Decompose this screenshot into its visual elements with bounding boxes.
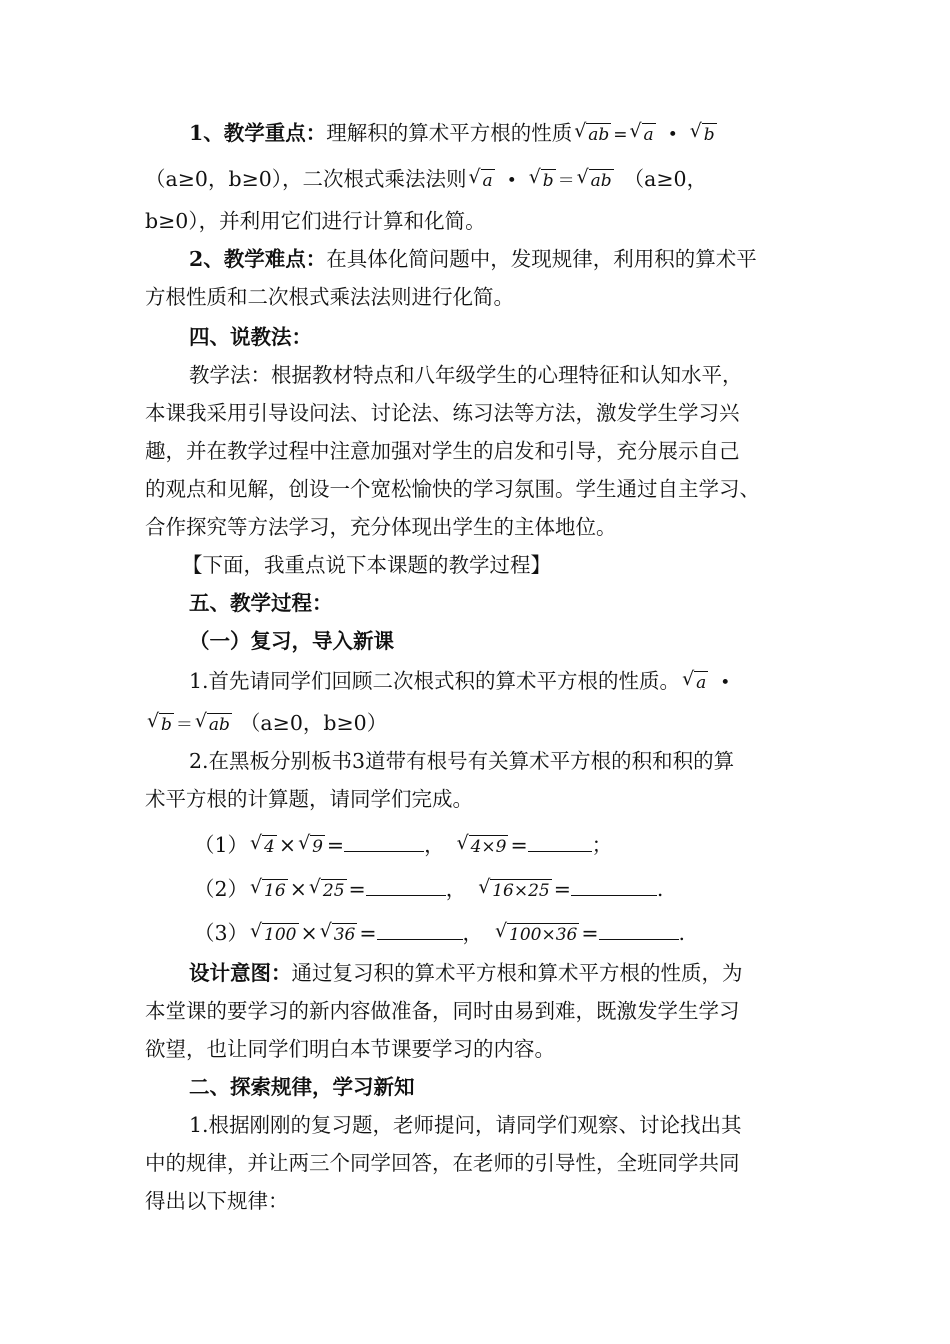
difficulty-line-2: 方根性质和二次根式乘法法则进行化简。 bbox=[145, 285, 514, 309]
review-line-4: 术平方根的计算题，请同学们完成。 bbox=[145, 787, 473, 811]
method-line-2: 本课我采用引导设问法、讨论法、练习法等方法，激发学生学习兴 bbox=[145, 401, 740, 425]
key-point-label: 1、教学重点： bbox=[189, 121, 327, 145]
method-line-1: 教学法：根据教材特点和八年级学生的心理特征和认知水平， bbox=[189, 363, 743, 387]
review-text: 1.首先请同学们回顾二次根式积的算术平方根的性质。 bbox=[189, 669, 681, 693]
difficulty-line-1 bbox=[189, 244, 810, 274]
formula-review-a: √ a • bbox=[680, 673, 740, 693]
answer-blank[interactable] bbox=[599, 921, 679, 940]
key-point-text: 理解积的算术平方根的性质 bbox=[326, 121, 573, 145]
answer-blank[interactable] bbox=[377, 921, 463, 940]
formula-product-property: √ ab =√ a •√ b bbox=[572, 125, 718, 145]
subsection-review: （一）复习，导入新课 bbox=[189, 629, 394, 653]
exercise-number: （3） bbox=[194, 921, 249, 945]
review-condition: （a≥0，b≥0） bbox=[239, 711, 388, 735]
review-line-1 bbox=[189, 666, 810, 696]
condition-text-2: （a≥0， bbox=[623, 167, 708, 191]
design-line-2: 本堂课的要学习的新内容做准备，同时由易到难，既激发学生学习 bbox=[145, 999, 740, 1023]
design-line-3: 欲望，也让同学们明白本节课要学习的内容。 bbox=[145, 1037, 555, 1061]
section-heading-process: 五、教学过程： bbox=[189, 591, 333, 615]
answer-blank[interactable] bbox=[528, 833, 592, 852]
explore-line-2: 中的规律，并让两三个同学回答，在老师的引导性，全班同学共同 bbox=[145, 1151, 740, 1175]
review-line-2 bbox=[145, 708, 810, 738]
answer-blank[interactable] bbox=[344, 833, 424, 852]
difficulty-text: 在具体化简问题中，发现规律，利用积的算术平 bbox=[326, 247, 757, 271]
formula-review-b: √ b ＝√ ab bbox=[145, 715, 234, 735]
section-heading-method: 四、说教法： bbox=[189, 325, 312, 349]
answer-blank[interactable] bbox=[571, 877, 657, 896]
method-line-5: 合作探究等方法学习，充分体现出学生的主体地位。 bbox=[145, 515, 617, 539]
process-intro: 【下面，我重点说下本课题的教学过程】 bbox=[182, 553, 551, 577]
condition-text: （a≥0，b≥0），二次根式乘法法则 bbox=[145, 167, 467, 191]
exercise-3: （3）√ 100 ×√ 36 = ，√ 100×36 = . bbox=[194, 918, 859, 948]
key-point-line-2 bbox=[145, 164, 810, 194]
explore-line-1: 1.根据刚刚的复习题，老师提问，请同学们观察、讨论找出其 bbox=[189, 1113, 742, 1137]
key-point-line-1 bbox=[189, 118, 810, 148]
exercise-2: （2）√ 16 ×√ 25 = ，√ 16×25 = . bbox=[194, 874, 859, 904]
method-line-3: 趣，并在教学过程中注意加强对学生的启发和引导，充分展示自己 bbox=[145, 439, 740, 463]
method-line-4: 的观点和见解，创设一个宽松愉快的学习氛围。学生通过自主学习、 bbox=[145, 477, 760, 501]
subsection-explore: 二、探索规律，学习新知 bbox=[189, 1075, 415, 1099]
exercise-number: （2） bbox=[194, 877, 249, 901]
design-label: 设计意图： bbox=[189, 961, 292, 985]
difficulty-label: 2、教学难点： bbox=[189, 247, 327, 271]
formula-multiplication-rule: √ a •√ b ＝√ ab bbox=[467, 171, 616, 191]
design-text: 通过复习积的算术平方根和算术平方根的性质，为 bbox=[291, 961, 743, 985]
explore-line-3: 得出以下规律： bbox=[145, 1189, 289, 1213]
design-line-1 bbox=[189, 958, 810, 988]
answer-blank[interactable] bbox=[366, 877, 446, 896]
exercise-1: （1）√ 4 ×√ 9 = ，√ 4×9 = ； bbox=[194, 830, 859, 860]
exercise-number: （1） bbox=[194, 833, 249, 857]
key-point-line-3: b≥0），并利用它们进行计算和化简。 bbox=[145, 209, 486, 233]
review-line-3: 2.在黑板分别板书3道带有根号有关算术平方根的积和积的算 bbox=[189, 749, 735, 773]
